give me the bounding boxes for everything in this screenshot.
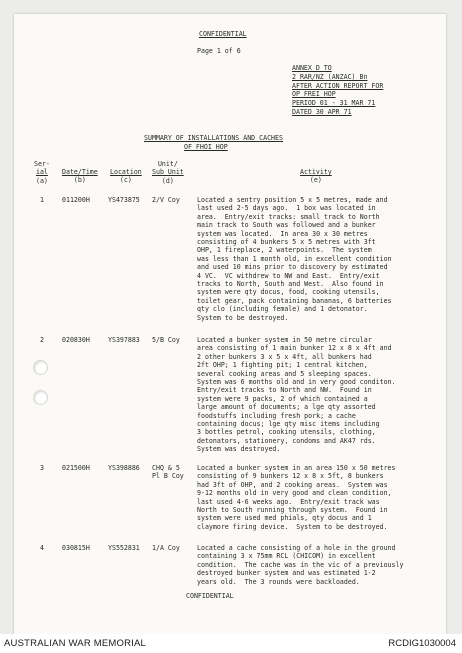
archive-footer xyxy=(0,634,462,653)
col-header-location xyxy=(110,168,142,185)
row-datetime: 020830H xyxy=(62,336,90,344)
row-unit: 5/B Coy xyxy=(152,336,180,344)
reference-code: RCDIG1030004 xyxy=(388,638,456,649)
row-activity: Located a bunker system in an area 150 x 50 metres consisting of 9 bunkers 12 x 8 x 5ft, 8 bunkers had 3ft of OHP, and 2 cooking areas. System was 9-12 months old in very good and clean condition, last used 4-6 weeks ago. Entry/exit track was North to South running through system. Found in system were used med phials, qty docus and 1 claymore firing device. System to be destroyed. xyxy=(197,464,396,531)
row-unit: Pl B Coy xyxy=(152,472,184,481)
annex-line: PERIOD 01 - 31 MAR 71 xyxy=(292,99,376,108)
col-header-text: Unit/ xyxy=(157,160,178,168)
row-serial: 4 xyxy=(40,544,44,552)
col-header-activity xyxy=(300,168,332,185)
row-serial: 1 xyxy=(40,196,44,204)
source-label: AUSTRALIAN WAR MEMORIAL xyxy=(4,638,147,649)
row-location: YS397883 xyxy=(108,336,140,344)
document-page xyxy=(14,14,446,634)
row-activity: Located a sentry position 5 x 5 metres, made and last used 2-5 days ago. 1 box was located in area. Entry/exit tracks: small track to North main track to South was followed and a bunker system was located. In area 30 x 30 metres consisting of 4 bunkers 5 x 5 metres with 3ft OHP, 1 fireplace, 2 waterpoints. The system was less than 1 month old, in excellent condition and used 10 mins prior to discovery by estimated 4 VC. VC withdrew to NW and East. Entry/exit tracks to North, South and West. Also found in system were qty docus, food, cooking utensils, toilet gear, pack containing bananas, 6 batteries qty clo (including female) and 1 detonator. System to be destroyed. xyxy=(197,196,392,322)
col-header-datetime xyxy=(62,168,98,185)
row-location: YS552831 xyxy=(108,544,140,552)
binder-hole xyxy=(33,390,48,405)
annex-line: 2 RAR/NZ (ANZAC) Bn xyxy=(292,72,368,81)
binder-hole xyxy=(33,360,48,375)
row-location: YS398886 xyxy=(108,464,140,472)
col-header-text: (d) xyxy=(161,176,174,185)
col-header-text: Activity xyxy=(300,168,332,176)
page-indicator: Page 1 of 6 xyxy=(197,47,241,55)
row-unit: 2/V Coy xyxy=(152,196,180,204)
col-header-serial xyxy=(34,160,50,185)
row-unit: 1/A Coy xyxy=(152,544,180,552)
row-serial: 2 xyxy=(40,336,44,344)
col-header-text: ial xyxy=(35,168,48,177)
annex-line: DATED 30 APR 71 xyxy=(292,107,352,116)
row-activity: Located a cache consisting of a hole in the ground containing 3 x 75mm RCL (CHICOM) in excellent condition. The cache was in the vic of a previously destroyed bunker system and was estimated 1-2 years old. The 3 rounds were backloaded. xyxy=(197,544,404,586)
row-datetime: 030815H xyxy=(62,544,90,552)
row-activity: Located a bunker system in 50 metre circular area consisting of 1 main bunker 12 x 8 x 4ft and 2 other bunkers 3 x 5 x 4ft, all bunkers had 2ft OHP; 1 fighting pit; 1 central kitchen, several cooking areas and 5 sleeping spaces. System was 6 months old and in very good conditon. Entry/exit tracks to North and NW. Found in system were 9 packs, 2 of which contained a large amount of documents; a lge qty assorted foodstuffs including fresh pork; a cache containing docus; lge qty misc items including 3 bottles petrol, cooking utensils, clothing, detonators, stationery, condoms and AK47 rds. System was destroyed. xyxy=(197,336,396,454)
classification-top: CONFIDENTIAL xyxy=(199,30,247,38)
annex-line: AFTER ACTION REPORT FOR xyxy=(292,81,384,90)
annex-line: ANNEX D TO xyxy=(292,64,332,72)
col-header-text: (e) xyxy=(309,176,322,185)
col-header-text: Sub Unit xyxy=(152,168,184,177)
col-header-text: (a) xyxy=(35,176,48,185)
classification-bottom: CONFIDENTIAL xyxy=(186,592,234,600)
annex-block xyxy=(292,64,383,117)
summary-subtitle: OF FHOI HOP xyxy=(184,143,228,151)
col-header-text: (c) xyxy=(119,176,132,185)
row-unit: CHQ & 5 xyxy=(152,464,180,472)
row-datetime: 021500H xyxy=(62,464,90,472)
col-header-text: (b) xyxy=(73,176,86,185)
col-header-text: Ser- xyxy=(34,160,50,168)
summary-title: SUMMARY OF INSTALLATIONS AND CACHES xyxy=(144,134,283,142)
row-datetime: 011200H xyxy=(62,196,90,204)
col-header-text: Location xyxy=(110,168,142,176)
annex-line: OP FREI HOP xyxy=(292,90,336,99)
row-location: YS473875 xyxy=(108,196,140,204)
col-header-text: Date/Time xyxy=(62,168,98,176)
row-serial: 3 xyxy=(40,464,44,472)
col-header-unit xyxy=(152,160,184,185)
